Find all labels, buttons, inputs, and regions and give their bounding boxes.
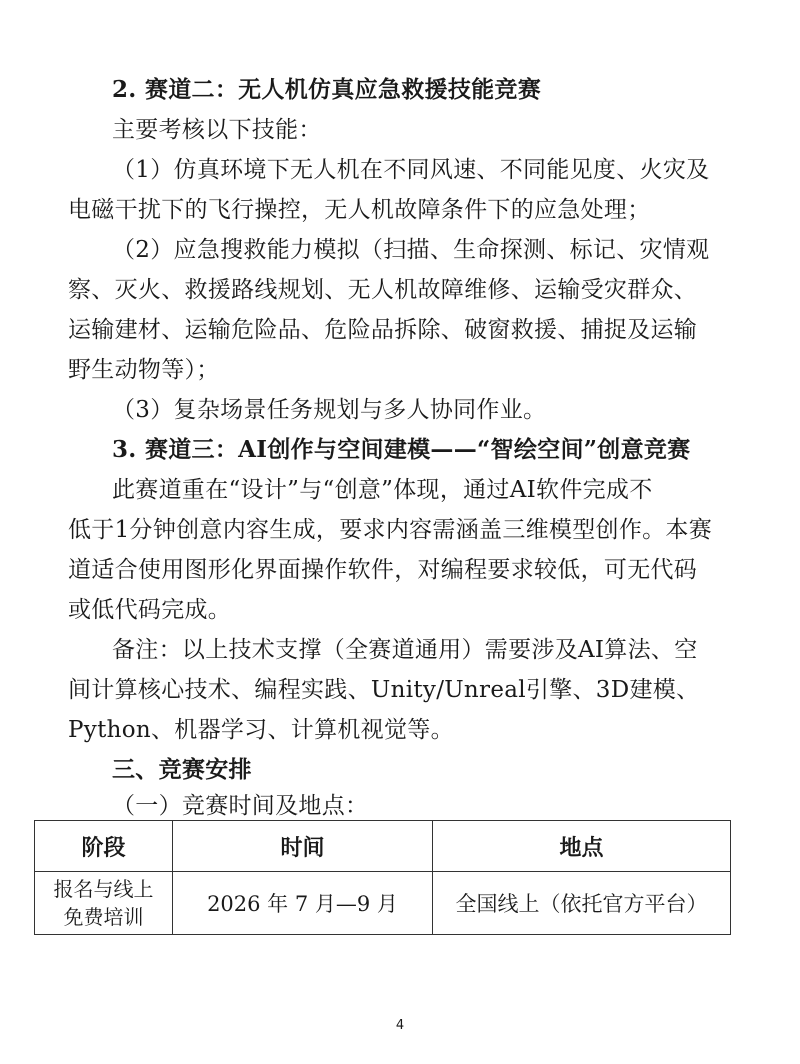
paragraph-line: 此赛道重在“设计”与“创意”体现，通过AI软件完成不 (112, 477, 653, 503)
paragraph-line: （1）仿真环境下无人机在不同风速、不同能见度、火灾及 (112, 157, 710, 183)
schedule-table (34, 820, 731, 935)
cell-stage-line: 免费培训 (63, 905, 144, 929)
cell-stage-line: 报名与线上 (53, 877, 154, 901)
page-number: 4 (395, 1018, 405, 1033)
heading-track-two: 2. 赛道二：无人机仿真应急救援技能竞赛 (112, 76, 542, 103)
cell-location: 全国线上（依托官方平台） (433, 872, 731, 935)
paragraph-line: 低于1分钟创意内容生成，要求内容需涵盖三维模型创作。本赛 (68, 517, 713, 543)
paragraph-line: 主要考核以下技能： (112, 117, 322, 143)
paragraph-line: 备注：以上技术支撑（全赛道通用）需要涉及AI算法、空 (112, 637, 698, 663)
table-row (35, 872, 731, 935)
paragraph-line: （2）应急搜救能力模拟（扫描、生命探测、标记、灾情观 (112, 237, 710, 263)
paragraph-line: 察、灭火、救援路线规划、无人机故障维修、运输受灾群众、 (68, 277, 698, 303)
header-location: 地点 (433, 821, 731, 872)
paragraph-line: （3）复杂场景任务规划与多人协同作业。 (112, 397, 547, 423)
paragraph-line: （一）竞赛时间及地点： (112, 793, 369, 819)
paragraph-line: 间计算核心技术、编程实践、Unity/Unreal引擎、3D建模、 (68, 677, 700, 703)
cell-stage (35, 872, 173, 935)
header-stage: 阶段 (35, 821, 173, 872)
paragraph-line: 电磁干扰下的飞行操控，无人机故障条件下的应急处理； (68, 197, 651, 223)
cell-time: 2026 年 7 月—9 月 (173, 872, 433, 935)
table-header-row (35, 821, 731, 872)
paragraph-line: Python、机器学习、计算机视觉等。 (68, 717, 454, 743)
paragraph-line: 或低代码完成。 (68, 597, 232, 623)
paragraph-line: 道适合使用图形化界面操作软件，对编程要求较低，可无代码 (68, 557, 698, 583)
paragraph-line: 野生动物等）； (68, 357, 220, 383)
header-time: 时间 (173, 821, 433, 872)
heading-competition-schedule: 三、竞赛安排 (112, 756, 252, 783)
heading-track-three: 3. 赛道三：AI创作与空间建模——“智绘空间”创意竞赛 (112, 436, 691, 463)
paragraph-line: 运输建材、运输危险品、危险品拆除、破窗救援、捕捉及运输 (68, 317, 698, 343)
